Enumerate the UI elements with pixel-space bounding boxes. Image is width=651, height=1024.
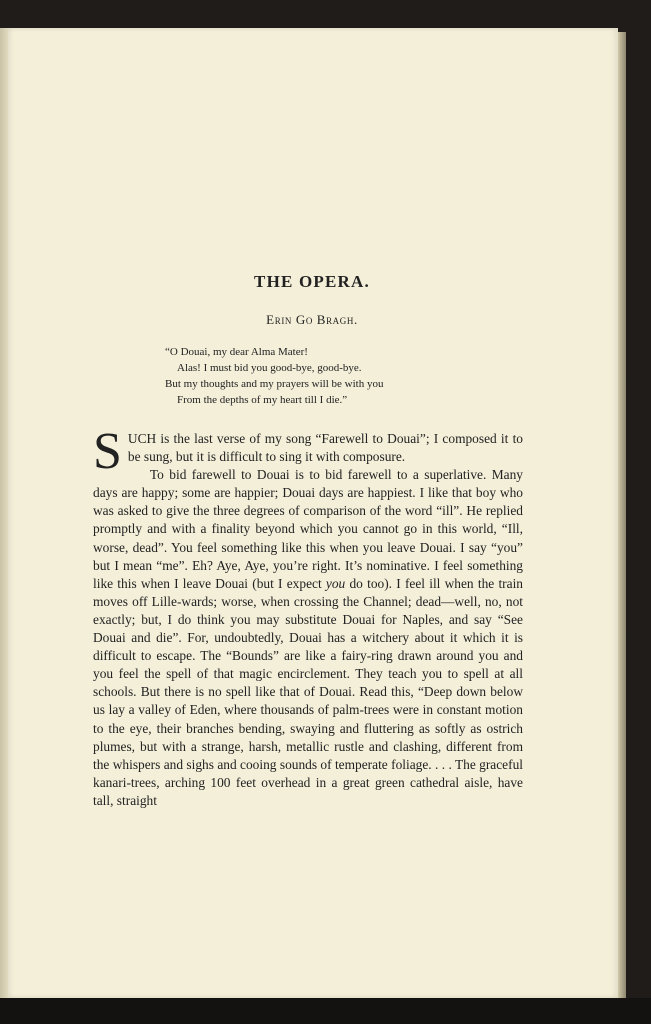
verse-line: “O Douai, my dear Alma Mater! xyxy=(165,346,308,358)
verse-epigraph xyxy=(165,344,523,408)
section-subtitle: Erin Go Bragh. xyxy=(266,312,358,327)
first-paragraph-text: UCH is the last verse of my song “Farewell to Douai”; I composed it to be sung, but it is difficult to sing it with composure. xyxy=(127,431,523,465)
verse-line: Alas! I must bid you good-bye, good-bye. xyxy=(177,362,362,374)
italic-word: you xyxy=(325,575,346,591)
verse-line: From the depths of my heart till I die.” xyxy=(177,394,348,406)
scan-background xyxy=(0,998,651,1024)
right-page-edge xyxy=(618,32,626,1000)
second-paragraph xyxy=(93,466,523,810)
body-text xyxy=(93,423,523,810)
page-title: THE OPERA. xyxy=(254,272,370,291)
verse-line: But my thoughts and my prayers will be with you xyxy=(165,378,384,390)
page-content xyxy=(93,272,523,810)
drop-cap: S xyxy=(93,423,122,480)
paragraph-text-part-2: do too). I feel ill when the train moves off Lille-wards; worse, when crossing the Channel; dead—well, no, not exactly; but, I do think you may substitute Douai for Naples, and say “See Douai and die”. For, undoubtedly, Douai has a witchery about it which it is difficult to escape. The “Bounds” are like a fairy-ring drawn around you and you feel the spell of that magic encirclement. They teach you to spell at all schools. But there is no spell like that of Douai. Read this, “Deep down below us lay a valley of Eden, where thousands of palm-trees were in constant motion to the eye, their branches bending, swaying and fluttering as softly as ostrich plumes, but with a strange, harsh, metallic rustle and clashing, different from the whispers and sighs and cooing sounds of temperate foliage. . . . The graceful kanari-trees, arching 100 feet overhead in a great green cathedral aisle, have tall, straight xyxy=(93,575,523,808)
paragraph-text-part-1: To bid farewell to Douai is to bid farewell to a superlative. Many days are happy; some are happier; Douai days are happiest. I like that boy who was asked to give the three degrees of comparison of the word “ill”. He replied promptly and with a finality beyond which you cannot go in this world, “Ill, worse, dead”. You feel something like this when you leave Douai. I say “you” but I mean “me”. Eh? Aye, Aye, you’re right. It’s nominative. I feel something like this when I leave Douai (but I expect xyxy=(93,467,523,591)
first-paragraph xyxy=(93,423,523,480)
